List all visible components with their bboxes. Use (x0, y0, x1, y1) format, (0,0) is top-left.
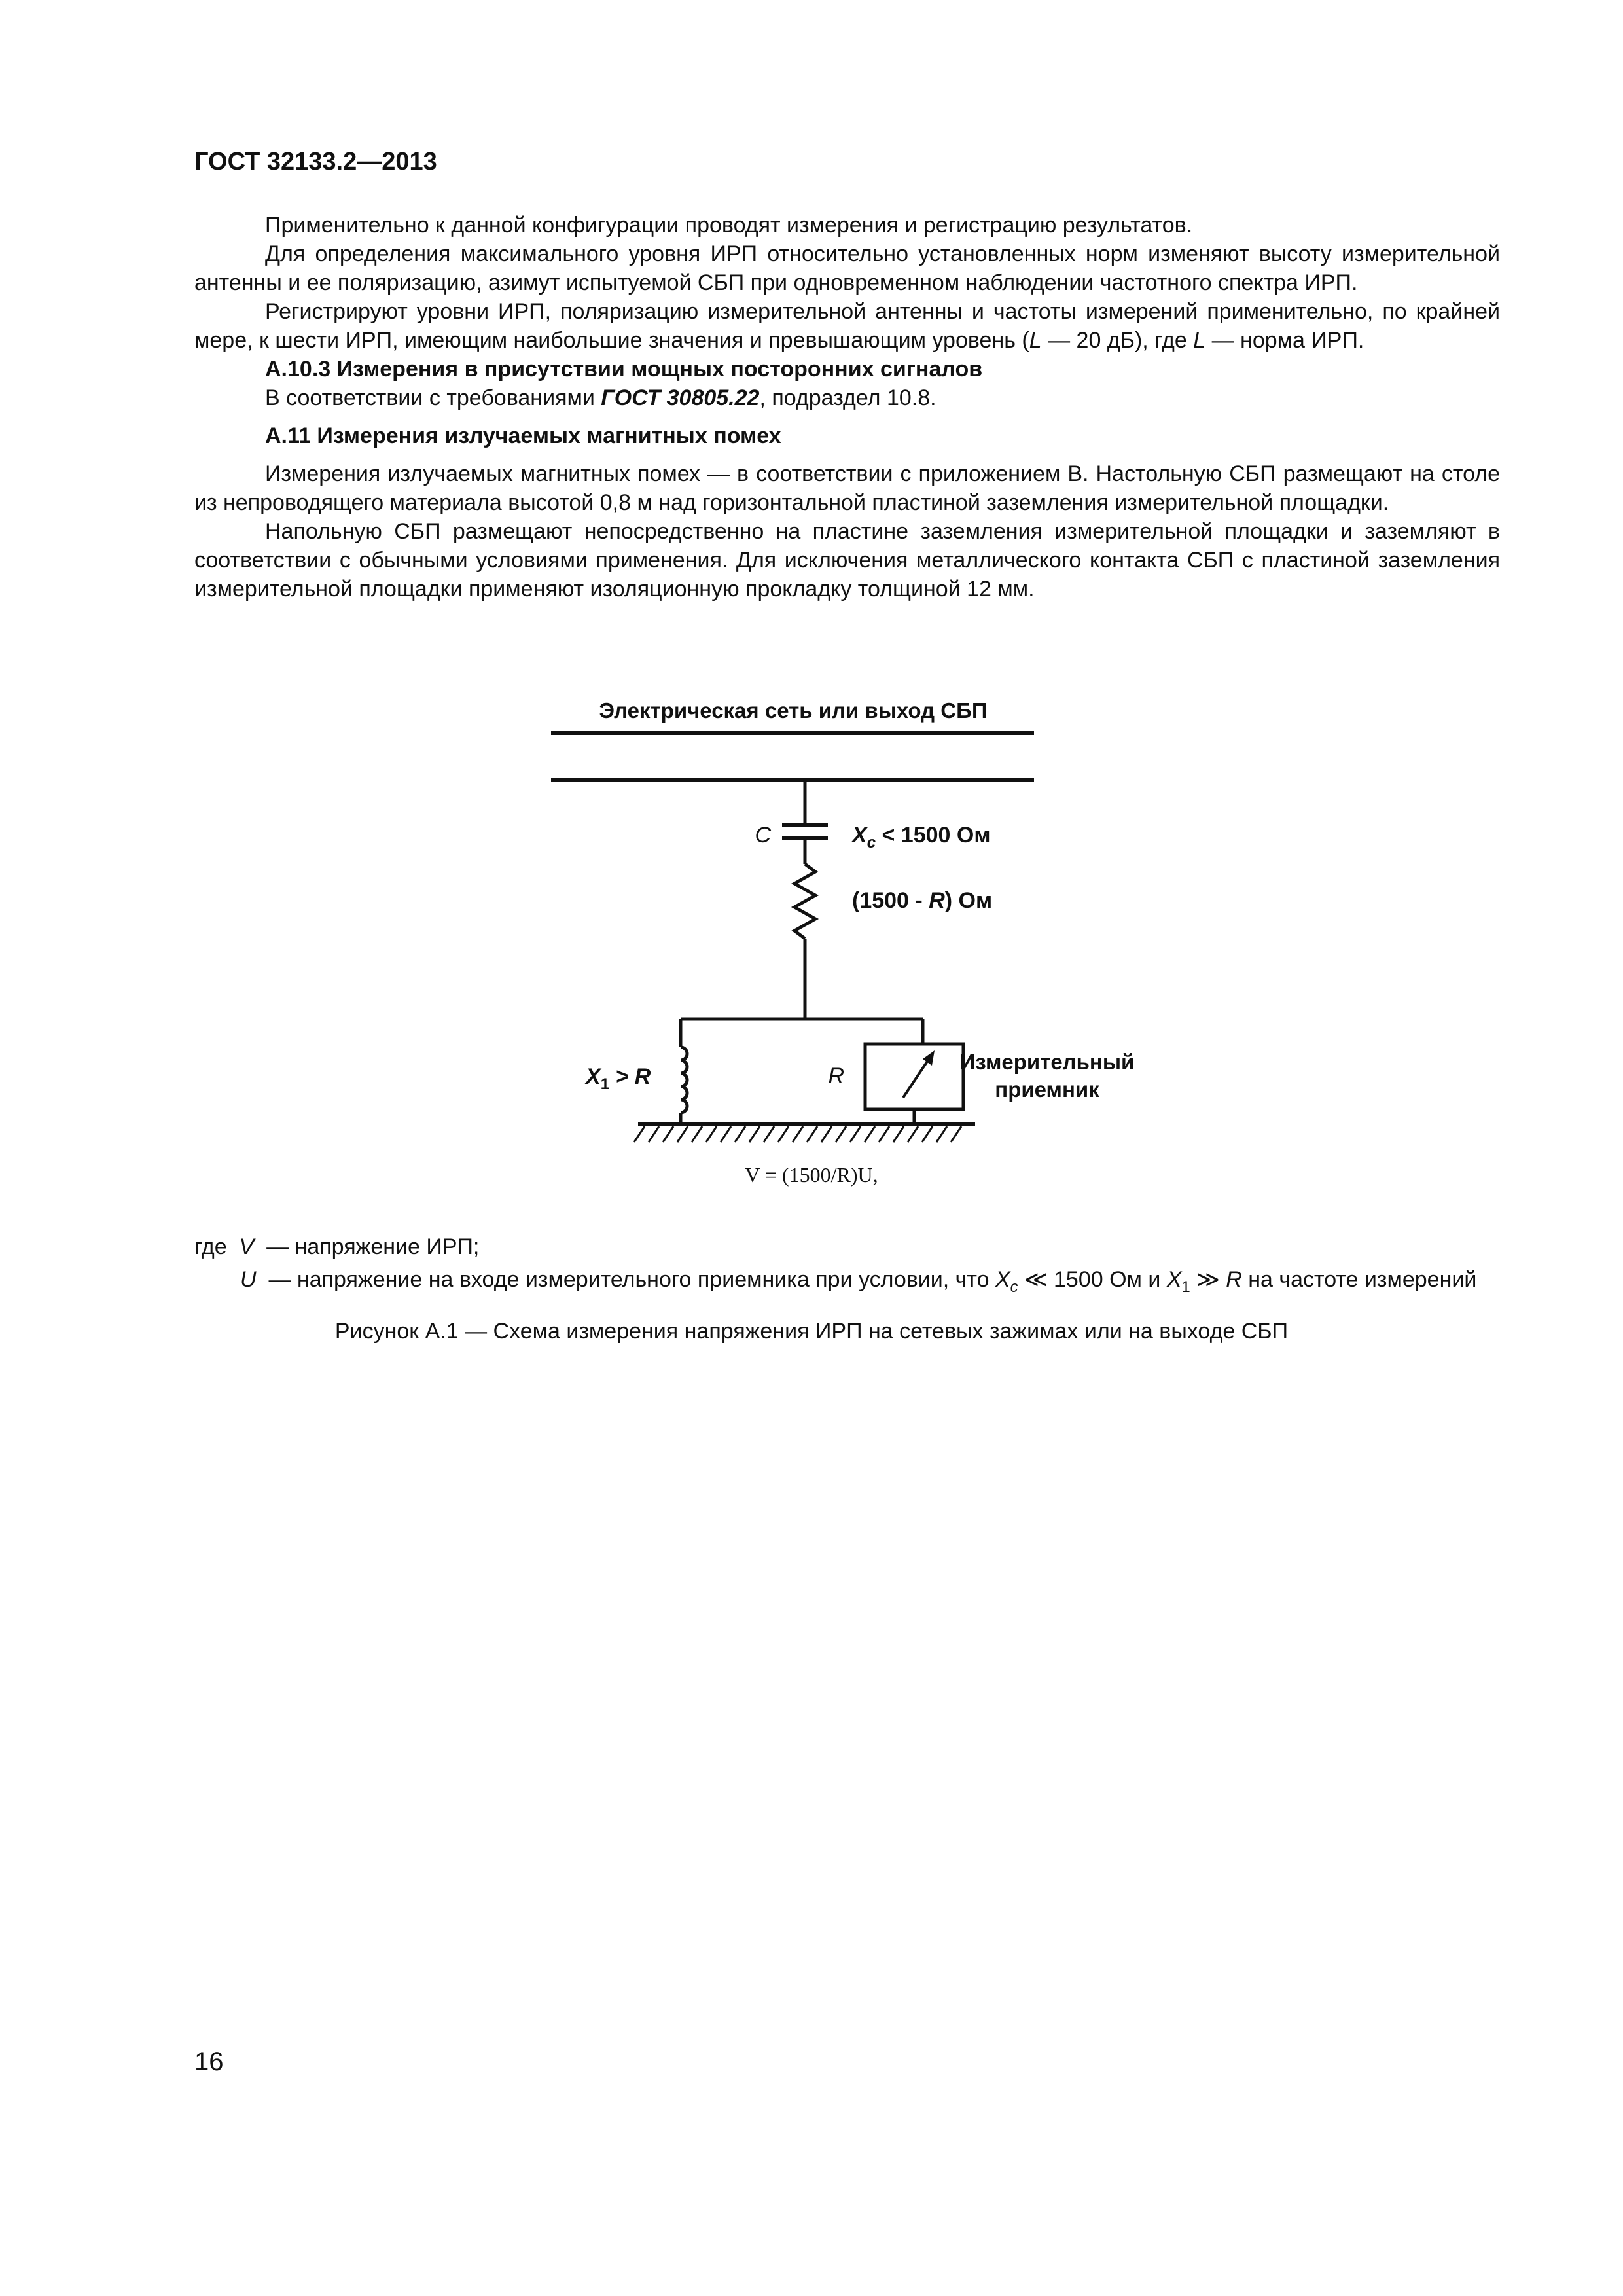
capacitor-label: C (755, 823, 771, 848)
ground-hatch-mark (936, 1126, 947, 1142)
ground-hatch-mark (692, 1126, 702, 1142)
ground-hatch-mark (807, 1126, 817, 1142)
body-text (194, 211, 1500, 603)
figure-caption: Рисунок А.1 — Схема измерения напряжения ИРП на сетевых зажимах или на выходе СБП (334, 1319, 1289, 1344)
ground-hatch-mark (879, 1126, 889, 1142)
ground-hatch-mark (735, 1126, 745, 1142)
paragraph-1: Применительно к данной конфигурации проводят измерения и регистрацию результатов. (265, 213, 1193, 238)
ground-hatch-mark (850, 1126, 861, 1142)
ground-hatch-mark (706, 1126, 717, 1142)
ground-hatch-mark (793, 1126, 803, 1142)
ground-hatch-mark (677, 1126, 688, 1142)
inductor-reactance-label: $X_1 > R$ (586, 1064, 651, 1093)
paragraph-6: Напольную СБП размещают непосредственно на пластине заземления измерительной площадки и заземляют в соответствии с обычными условиями применения. Для исключения металлического контакта СБП с пластиной заземления измерительной площадки применяют изоляционную прокладку толщиной 12 мм. (194, 519, 1500, 601)
document-header: ГОСТ 32133.2—2013 (194, 148, 437, 175)
paragraph-4: В соответствии с требованиями ГОСТ 30805.22, подраздел 10.8. (265, 386, 936, 410)
receiver-label-line1: Измерительный (959, 1050, 1135, 1074)
paragraph-5: Измерения излучаемых магнитных помех — в соответствии с приложением В. Настольную СБП размещают на столе из непроводящего материала высотой 0,8 м над горизонтальной пластиной заземления измерительной площадки. (194, 461, 1500, 515)
paragraph-3: Регистрируют уровни ИРП, поляризацию измерительной антенны и частоты измерений применительно, по крайней мере, к шести ИРП, имеющим наибольшие значения и превышающим уровень (L — 20 дБ), где L — норма ИРП. (194, 299, 1500, 353)
ground-hatch-mark (764, 1126, 774, 1142)
inductor-symbol (681, 1047, 687, 1113)
ground-hatch-mark (663, 1126, 673, 1142)
ground-hatch-mark (951, 1126, 961, 1142)
receiver-resistance-label: R (828, 1064, 844, 1088)
section-heading-a-10-3: А.10.3 Измерения в присутствии мощных посторонних сигналов (265, 357, 983, 382)
legend-row-u: U — напряжение на входе измерительного приемника при условии, что $X_c$ ≪ 1500 Ом и $X_1$ ≫ R на частоте измерений (240, 1267, 1477, 1296)
section-heading-a-11: А.11 Измерения излучаемых магнитных помех (265, 423, 781, 448)
ground-hatch-mark (821, 1126, 832, 1142)
circuit-diagram-svg (0, 681, 1623, 1270)
legend-row-v: где V — напряжение ИРП; (194, 1234, 480, 1259)
ground-hatch-mark (749, 1126, 760, 1142)
standard-reference-link: ГОСТ 30805.22 (601, 386, 760, 410)
network-label: Электрическая сеть или выход СБП (599, 698, 988, 723)
ground-hatch-mark (649, 1126, 659, 1142)
circuit-diagram (0, 681, 1623, 1270)
resistor-label: (1500 - R) Ом (852, 888, 993, 913)
ground-hatching (634, 1126, 961, 1142)
ground-hatch-mark (634, 1126, 645, 1142)
ground-hatch-mark (893, 1126, 904, 1142)
ground-hatch-mark (908, 1126, 918, 1142)
formula: V = (1500/R)U, (745, 1163, 878, 1187)
ground-hatch-mark (865, 1126, 875, 1142)
measuring-receiver-box (865, 1044, 963, 1109)
page-number: 16 (194, 2047, 224, 2076)
ground-hatch-mark (922, 1126, 933, 1142)
capacitor-reactance-label: $X_c < 1500$ Ом (852, 823, 991, 852)
resistor-symbol (794, 864, 815, 939)
receiver-label-line2: приемник (995, 1077, 1099, 1102)
symbol-legend (194, 1230, 1503, 1304)
ground-hatch-mark (836, 1126, 846, 1142)
ground-hatch-mark (721, 1126, 731, 1142)
meter-needle-icon (903, 1058, 929, 1098)
ground-hatch-mark (778, 1126, 789, 1142)
paragraph-2: Для определения максимального уровня ИРП относительно установленных норм изменяют высоту измерительной антенны и ее поляризацию, азимут испытуемой СБП при одновременном наблюдении частотного спектра ИРП. (194, 242, 1500, 295)
